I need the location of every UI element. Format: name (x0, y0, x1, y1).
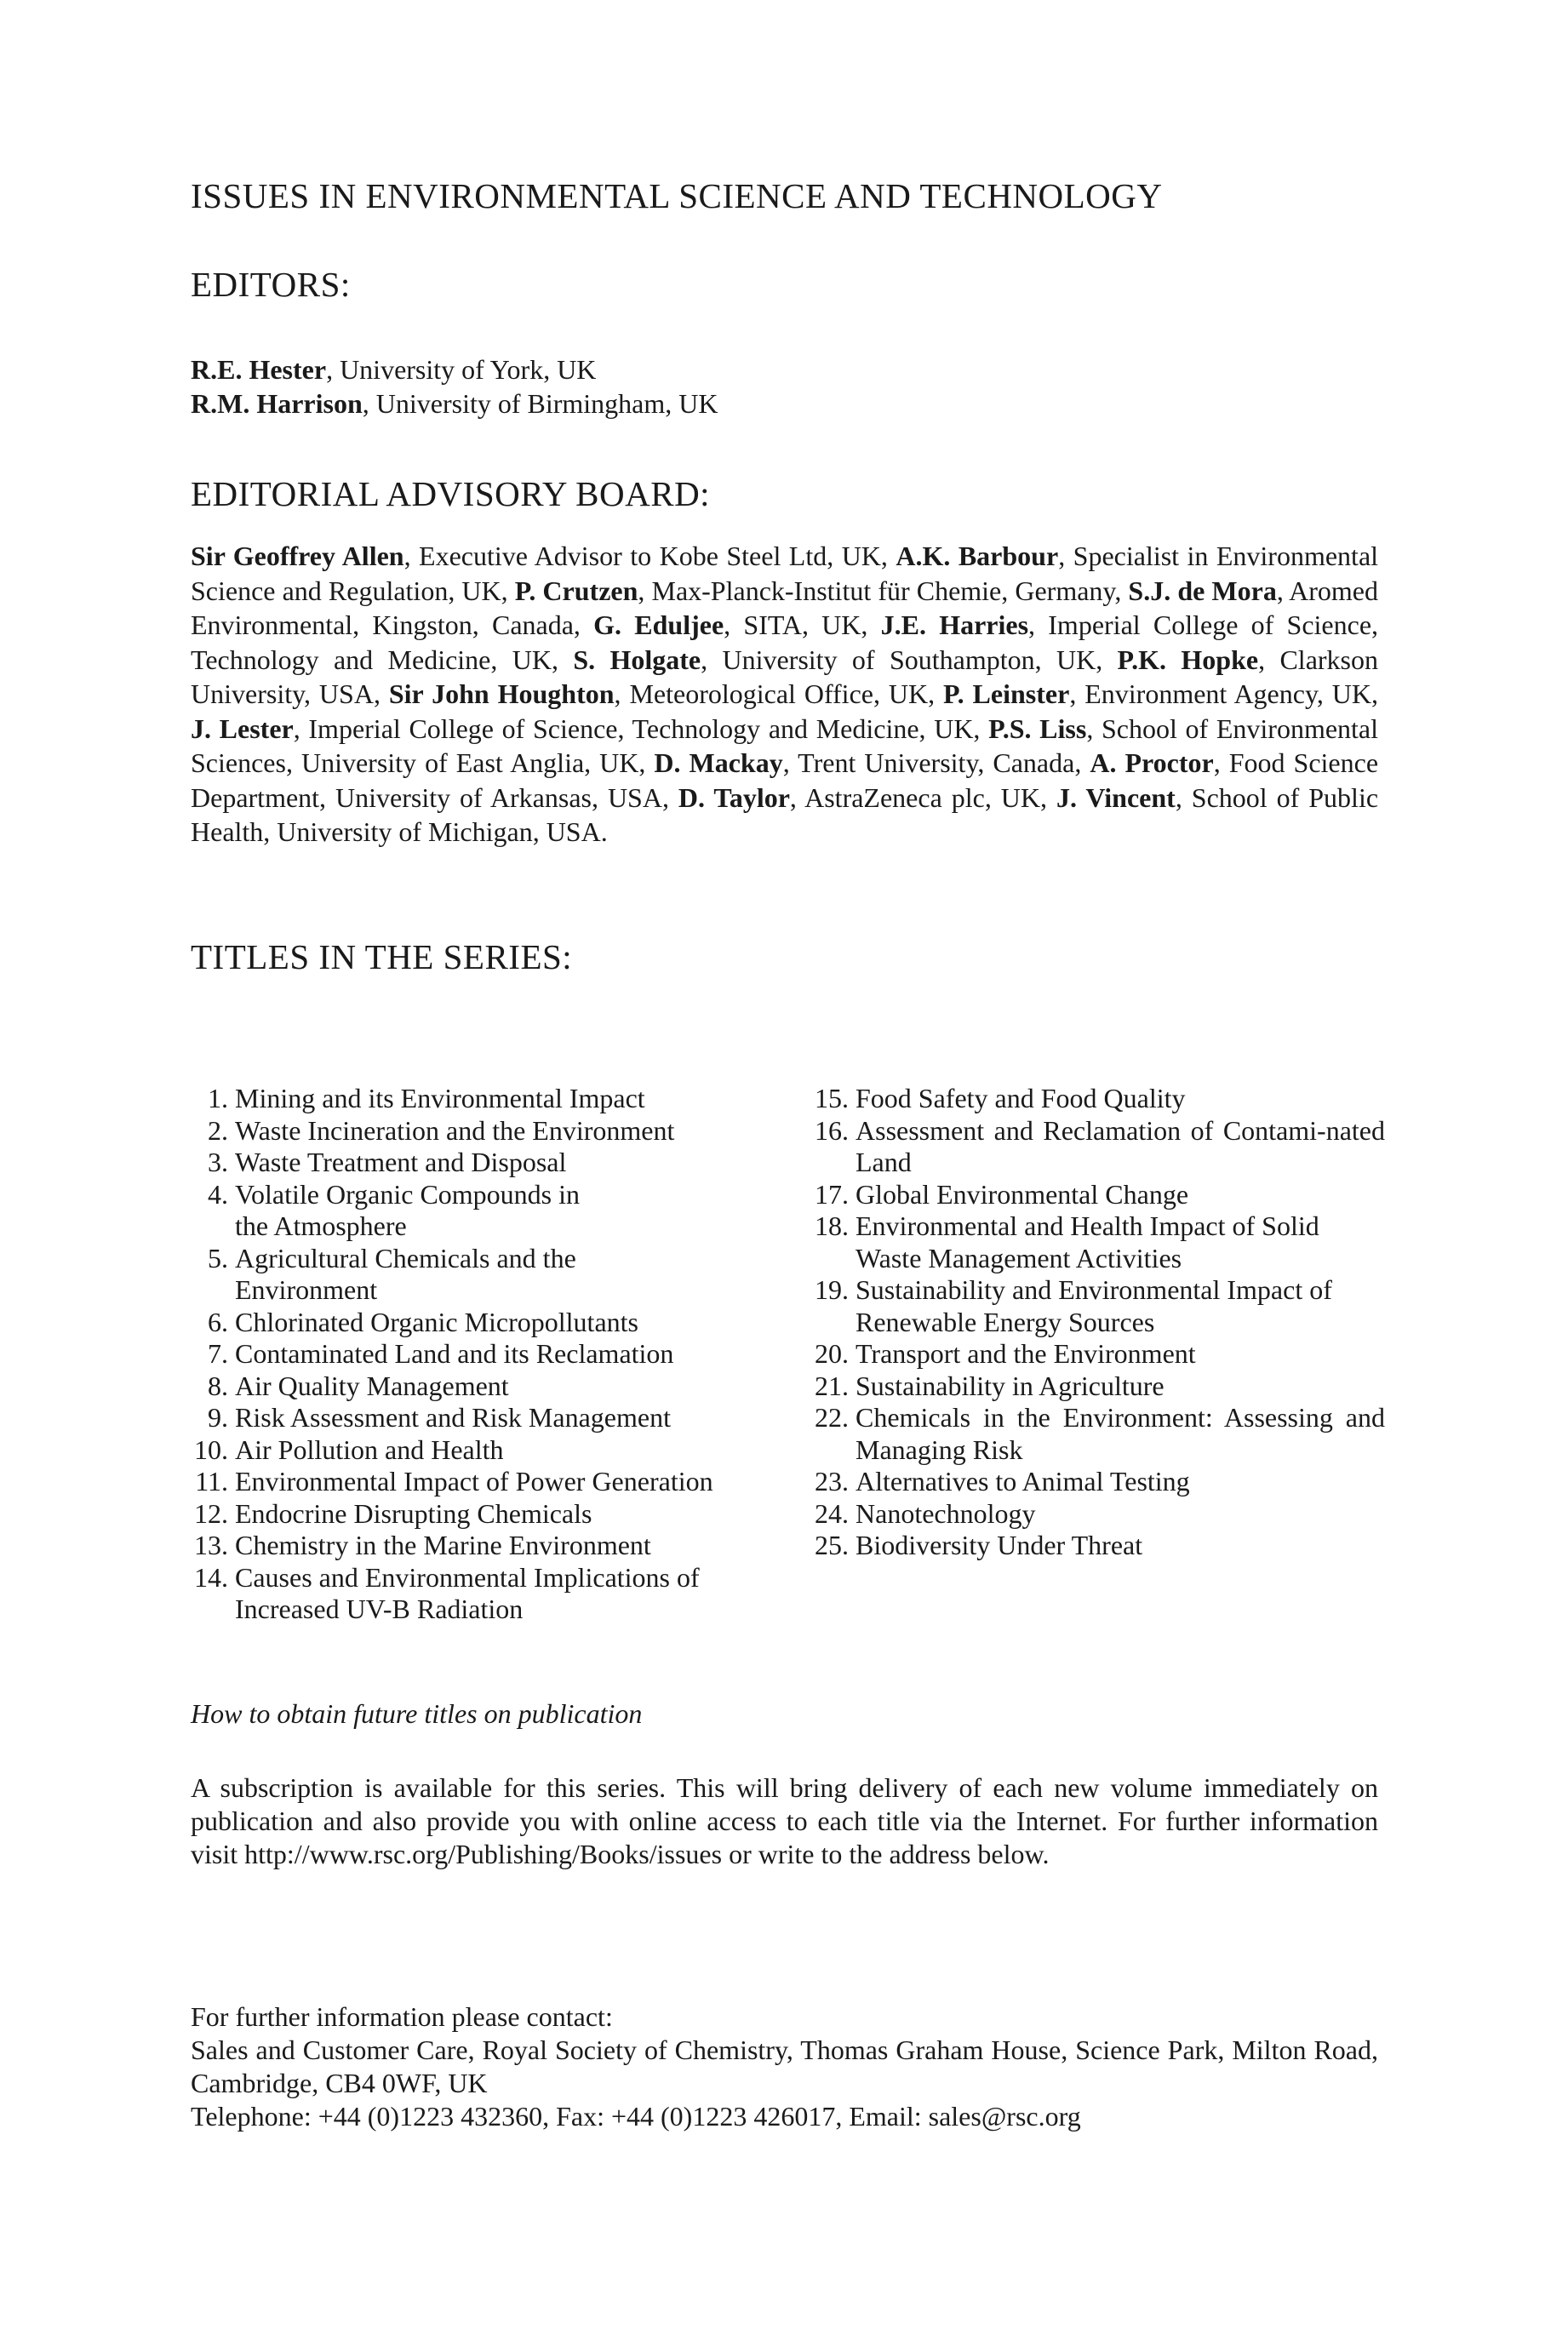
board-member-name: D. Taylor (678, 781, 790, 813)
board-member-text: , Imperial College of Science, Technology and Medicine, UK, (191, 609, 1379, 675)
title-number: 15. (815, 1083, 849, 1113)
list-item (191, 1179, 770, 1243)
title-number: 24. (815, 1497, 849, 1529)
board-member-name: G. Eduljee (593, 609, 724, 640)
title-number: 19. (815, 1274, 849, 1305)
board-member-text: , AstraZeneca plc, UK, (789, 781, 1056, 813)
title-text: Environmental and Health Impact of Solid Waste Management Activities (856, 1210, 1319, 1273)
title-number: 14. (194, 1561, 228, 1593)
board-member-name: P.S. Liss (988, 712, 1087, 744)
board-members (191, 539, 1378, 850)
title-text: Air Quality Management (235, 1370, 509, 1401)
title-text: Waste Treatment and Disposal (235, 1147, 567, 1177)
list-item (191, 1498, 770, 1531)
list-item (806, 1210, 1385, 1274)
title-text: Food Safety and Food Quality (856, 1083, 1186, 1113)
list-item (191, 1466, 770, 1498)
board-member-text: , School of Environmental Sciences, University of East Anglia, UK, (191, 712, 1379, 778)
list-item (806, 1179, 1385, 1211)
title-text: Air Pollution and Health (235, 1434, 504, 1465)
title-number: 9. (208, 1402, 228, 1433)
editor-affiliation: , University of York, UK (326, 354, 597, 385)
list-item (806, 1338, 1385, 1371)
title-number: 22. (815, 1402, 849, 1433)
board-member-name: A. Proctor (1090, 747, 1214, 778)
title-text: Sustainability in Agriculture (856, 1370, 1165, 1401)
title-text: Chlorinated Organic Micropollutants (235, 1306, 638, 1337)
editor-affiliation: , University of Birmingham, UK (362, 388, 718, 419)
title-number: 13. (194, 1530, 228, 1560)
title-text: Waste Incineration and the Environment (235, 1114, 675, 1146)
title-number: 25. (815, 1530, 849, 1560)
board-member-name: J.E. Harries (880, 609, 1029, 640)
title-number: 12. (194, 1497, 228, 1529)
contact-address: Sales and Customer Care, Royal Society of Chemistry, Thomas Graham House, Science Park, Milton Road, Cambridge, CB4 0WF, UK (191, 2034, 1378, 2098)
board-member-text: , Food Science Department, University of Arkansas, USA, (191, 747, 1379, 813)
title-text: Assessment and Reclamation of Contami-nated Land (856, 1114, 1385, 1177)
title-number: 4. (208, 1178, 228, 1210)
board-member-name: P. Leinster (943, 678, 1070, 709)
title-text: Volatile Organic Compounds in the Atmosphere (235, 1178, 581, 1241)
title-number: 16. (815, 1114, 849, 1146)
list-item (191, 1434, 770, 1467)
board-member-text: , SITA, UK, (724, 609, 881, 640)
list-item (806, 1466, 1385, 1498)
editors-list (191, 352, 718, 421)
title-text: Causes and Environmental Implications of Increased UV-B Radiation (235, 1561, 700, 1624)
list-item (806, 1274, 1385, 1338)
board-member-text: , Environment Agency, UK, (1069, 678, 1379, 709)
editor-entry (191, 386, 718, 421)
list-item (191, 1115, 770, 1147)
board-member-text: , Trent University, Canada, (782, 747, 1090, 778)
title-text: Chemicals in the Environment: Assessing and Managing Risk (856, 1402, 1385, 1465)
list-item (191, 1371, 770, 1403)
list-item (806, 1498, 1385, 1531)
title-number: 18. (815, 1210, 849, 1241)
title-number: 8. (208, 1370, 228, 1401)
list-item (806, 1083, 1385, 1115)
board-member-name: Sir Geoffrey Allen (191, 541, 404, 571)
list-item (191, 1402, 770, 1434)
title-text: Transport and the Environment (856, 1338, 1196, 1369)
title-number: 1. (208, 1083, 228, 1113)
board-member-text: , University of Southampton, UK, (701, 644, 1118, 675)
title-text: Agricultural Chemicals and the Environment (235, 1242, 576, 1305)
titles-list-right (806, 1083, 1385, 1562)
editor-name: R.M. Harrison (191, 388, 363, 419)
board-member-name: Sir John Houghton (388, 678, 615, 709)
board-heading: EDITORIAL ADVISORY BOARD: (191, 474, 711, 513)
list-item (191, 1243, 770, 1307)
title-number: 3. (208, 1147, 228, 1177)
list-item (191, 1338, 770, 1371)
list-item (806, 1371, 1385, 1403)
editor-name: R.E. Hester (191, 354, 327, 385)
title-text: Endocrine Disrupting Chemicals (235, 1497, 592, 1529)
contact-block (191, 2000, 1378, 2133)
title-number: 11. (195, 1466, 228, 1496)
title-number: 20. (815, 1338, 849, 1369)
board-member-name: S. Holgate (573, 644, 701, 675)
title-text: Biodiversity Under Threat (856, 1530, 1143, 1560)
board-member-text: , Meteorological Office, UK, (614, 678, 944, 709)
board-member-name: J. Vincent (1056, 781, 1176, 813)
editors-heading: EDITORS: (191, 265, 351, 304)
future-titles-heading: How to obtain future titles on publication (191, 1698, 643, 1729)
title-text: Global Environmental Change (856, 1178, 1189, 1210)
title-text: Mining and its Environmental Impact (235, 1083, 645, 1113)
list-item (191, 1307, 770, 1339)
board-member-text: , Imperial College of Science, Technology and Medicine, UK, (293, 712, 989, 744)
title-number: 2. (208, 1114, 228, 1146)
list-item (806, 1115, 1385, 1179)
list-item (806, 1530, 1385, 1562)
title-number: 10. (194, 1434, 228, 1465)
board-member-text: , Specialist in Environmental Science and Regulation, UK, (191, 541, 1379, 606)
list-item (191, 1530, 770, 1562)
editor-entry (191, 352, 718, 386)
board-member-text: , Executive Advisor to Kobe Steel Ltd, UK, (403, 541, 896, 571)
title-text: Chemistry in the Marine Environment (235, 1530, 651, 1560)
titles-list-left (191, 1083, 770, 1626)
board-member-name: D. Mackay (654, 747, 783, 778)
title-number: 5. (208, 1242, 228, 1273)
board-member-name: A.K. Barbour (896, 541, 1059, 571)
board-member-text: , Max-Planck-Institut für Chemie, Germany, (638, 575, 1129, 606)
board-member-name: P.K. Hopke (1117, 644, 1259, 675)
title-text: Environmental Impact of Power Generation (235, 1466, 713, 1496)
title-number: 17. (815, 1178, 849, 1210)
board-member-name: J. Lester (191, 712, 294, 744)
title-number: 7. (208, 1338, 228, 1369)
series-title: ISSUES IN ENVIRONMENTAL SCIENCE AND TECHNOLOGY (191, 176, 1163, 215)
board-member-text: , School of Public Health, University of Michigan, USA. (191, 781, 1379, 847)
board-member-text: , Aromed Environmental, Kingston, Canada, (191, 575, 1378, 640)
title-text: Risk Assessment and Risk Management (235, 1402, 671, 1433)
title-number: 23. (815, 1466, 849, 1496)
board-member-name: S.J. de Mora (1128, 575, 1277, 606)
future-titles-text: A subscription is available for this series. This will bring delivery of each new volume immediately on publication and also provide you with online access to each title via the Internet. For further information visit http://www.rsc.org/Publishing/Books/issues or write to the address below. (191, 1772, 1378, 1869)
title-text: Nanotechnology (856, 1497, 1036, 1529)
list-item (806, 1402, 1385, 1466)
board-member-name: P. Crutzen (514, 575, 638, 606)
titles-heading: TITLES IN THE SERIES: (191, 937, 573, 976)
list-item (191, 1147, 770, 1179)
title-text: Alternatives to Animal Testing (856, 1466, 1190, 1496)
list-item (191, 1083, 770, 1115)
contact-phone: Telephone: +44 (0)1223 432360, Fax: +44 (0)1223 426017, Email: sales@rsc.org (191, 2101, 1081, 2132)
contact-intro: For further information please contact: (191, 2001, 613, 2032)
title-text: Sustainability and Environmental Impact of Renewable Energy Sources (856, 1274, 1332, 1337)
list-item (191, 1562, 770, 1626)
title-number: 6. (208, 1306, 228, 1337)
title-text: Contaminated Land and its Reclamation (235, 1338, 674, 1369)
board-member-text: , Clarkson University, USA, (191, 644, 1378, 709)
title-number: 21. (815, 1370, 849, 1401)
